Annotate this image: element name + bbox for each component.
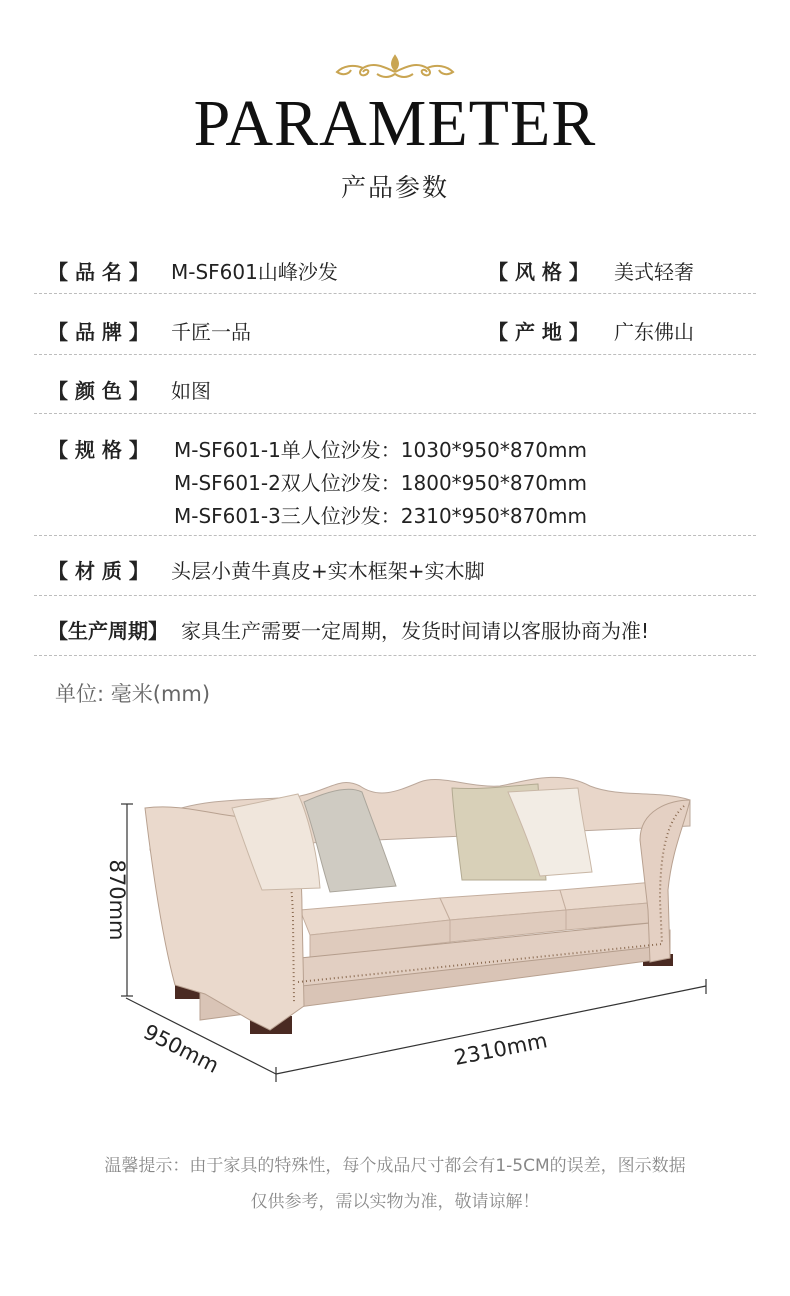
origin-value: 广东佛山 [614, 320, 694, 344]
spec-value-2: M-SF601-2双人位沙发：1800*950*870mm [174, 471, 587, 495]
depth-dimension: 950mm [139, 1019, 223, 1078]
notice-line-1: 温馨提示：由于家具的特殊性，每个成品尺寸都会有1-5CM的误差，图示数据 [104, 1156, 686, 1176]
name-label: 【 品 名 】 [48, 260, 149, 284]
param-row-brand [34, 294, 756, 355]
notice-line-2: 仅供参考，需以实物为准，敬请谅解！ [250, 1192, 540, 1212]
spec-label: 【 规 格 】 [48, 438, 149, 462]
color-value: 如图 [171, 379, 211, 403]
origin-label: 【 产 地 】 [488, 320, 589, 344]
param-row-color [34, 355, 756, 414]
param-row-cycle [34, 596, 756, 656]
name-value: M-SF601山峰沙发 [171, 260, 338, 284]
param-row-material [34, 536, 756, 596]
color-label: 【 颜 色 】 [48, 379, 149, 403]
gold-ornament-icon [333, 52, 457, 82]
brand-label: 【 品 牌 】 [48, 320, 149, 344]
style-value: 美式轻奢 [614, 260, 694, 284]
width-dimension: 2310mm [452, 1028, 550, 1070]
style-label: 【 风 格 】 [488, 260, 589, 284]
page-title: PARAMETER [193, 87, 597, 160]
page-subtitle: 产品参数 [340, 173, 449, 202]
material-label: 【 材 质 】 [48, 559, 149, 583]
spec-value-1: M-SF601-1单人位沙发：1030*950*870mm [174, 438, 587, 462]
unit-text: 单位: 毫米(mm) [55, 682, 211, 706]
cycle-value: 家具生产需要一定周期，发货时间请以客服协商为准! [181, 619, 650, 643]
sofa-dimension-diagram [0, 730, 790, 1110]
brand-value: 千匠一品 [171, 320, 251, 344]
param-row-name [34, 240, 756, 294]
material-value: 头层小黄牛真皮+实木框架+实木脚 [171, 559, 485, 583]
height-dimension: 870mm [105, 859, 129, 941]
spec-value-3: M-SF601-3三人位沙发：2310*950*870mm [174, 504, 587, 528]
param-row-spec [34, 414, 756, 536]
cycle-label: 【生产周期】 [48, 619, 168, 643]
